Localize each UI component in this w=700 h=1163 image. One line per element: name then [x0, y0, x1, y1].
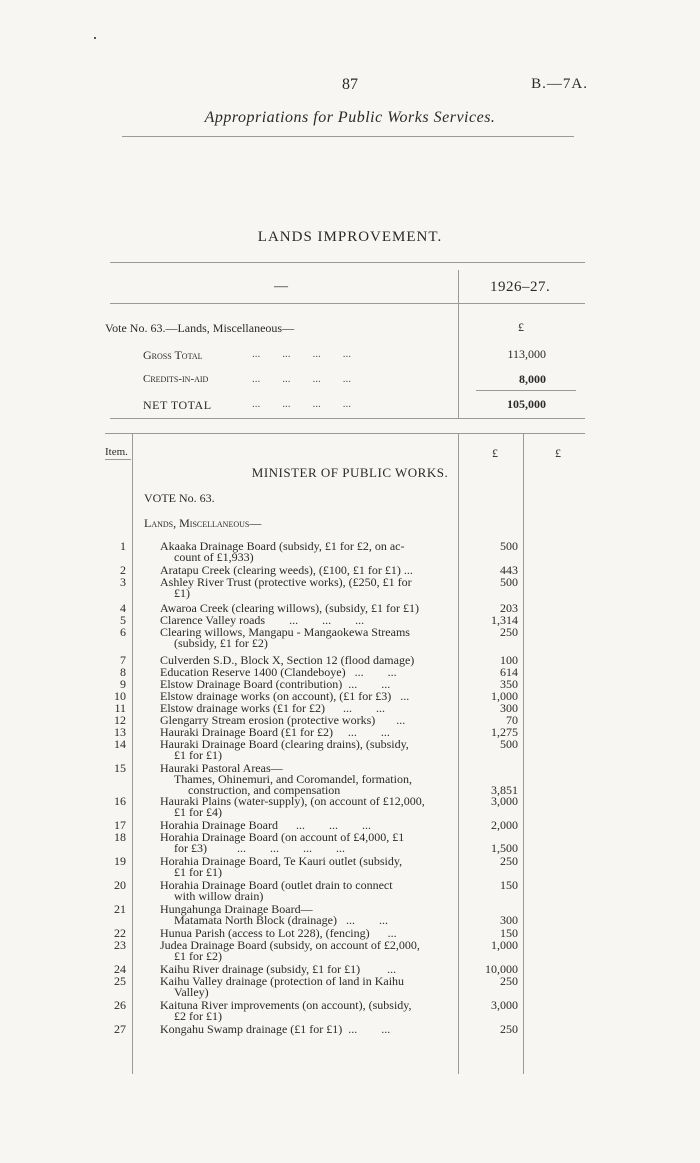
- summary-net-dots: ... ... ... ...: [252, 398, 351, 410]
- item-description-line: Kaihu River drainage (subsidy, £1 for £1) ...: [160, 962, 397, 976]
- item-column-header: Item.: [105, 446, 128, 458]
- item-description-line: for £3) ... ... ... ...: [174, 841, 345, 855]
- item-number: 4: [120, 601, 126, 615]
- item-description: [160, 904, 456, 926]
- item-amount: 350: [500, 677, 518, 691]
- summary-header-rule: [110, 303, 585, 304]
- item-number: 27: [114, 1022, 126, 1036]
- item-amount: 100: [500, 653, 518, 667]
- item-description: [160, 1024, 456, 1035]
- item-amount: 250: [500, 974, 518, 988]
- item-amount: 10,000: [485, 962, 518, 976]
- scan-speck: [94, 37, 96, 39]
- main-currency-1: £: [492, 446, 498, 460]
- main-top-rule: [105, 433, 585, 434]
- item-description-line: count of £1,933): [174, 550, 254, 564]
- item-description-line: Kongahu Swamp drainage (£1 for £1) ... ...: [160, 1022, 391, 1036]
- header-rule: [122, 136, 574, 137]
- item-description-line: Hungahunga Drainage Board—: [160, 902, 313, 916]
- page-title: Appropriations for Public Works Services.: [204, 109, 496, 126]
- item-description-line: (subsidy, £1 for £2): [174, 636, 268, 650]
- item-description-line: Aratapu Creek (clearing weeds), (£100, £1 for £1) ...: [160, 563, 413, 577]
- item-description: [160, 976, 456, 998]
- vote-heading: VOTE No. 63.: [144, 491, 215, 505]
- item-description-line: Valley): [174, 985, 209, 999]
- item-description-line: Clarence Valley roads ... ... ...: [160, 613, 365, 627]
- item-number: 20: [114, 878, 126, 892]
- item-description-line: construction, and compensation: [188, 783, 341, 797]
- item-number: 5: [120, 613, 126, 627]
- summary-credits-dots: ... ... ... ...: [252, 373, 351, 385]
- item-number: 9: [120, 677, 126, 691]
- item-description-line: Horahia Drainage Board (on account of £4,000, £1: [160, 830, 405, 844]
- item-description-line: Horahia Drainage Board, Te Kauri outlet (subsidy,: [160, 854, 403, 868]
- item-number: 1: [120, 539, 126, 553]
- item-amount: 500: [500, 737, 518, 751]
- item-number: 10: [114, 689, 126, 703]
- item-description: [160, 541, 456, 563]
- item-amount: 3,851: [491, 783, 518, 797]
- item-number: 6: [120, 625, 126, 639]
- item-description-line: Thames, Ohinemuri, and Coromandel, formation,: [174, 772, 412, 786]
- minister-heading: MINISTER OF PUBLIC WORKS.: [251, 465, 449, 480]
- item-number: 15: [114, 761, 126, 775]
- item-description-line: Culverden S.D., Block X, Section 12 (flood damage): [160, 653, 415, 667]
- item-amount: 300: [500, 701, 518, 715]
- item-amount: 1,314: [491, 613, 518, 627]
- item-number: 12: [114, 713, 126, 727]
- item-description-line: Glengarry Stream erosion (protective works) ...: [160, 713, 406, 727]
- item-amount: 614: [500, 665, 518, 679]
- total-column-divider: [523, 434, 524, 1074]
- summary-currency: £: [518, 320, 524, 334]
- item-description-line: Hunua Parish (access to Lot 228), (fencing) ...: [160, 926, 397, 940]
- summary-column-year: 1926–27.: [490, 279, 551, 295]
- item-amount: 250: [500, 854, 518, 868]
- item-description-line: Hauraki Drainage Board (£1 for £2) ... ...: [160, 725, 390, 739]
- item-amount: 3,000: [491, 998, 518, 1012]
- item-amount: 1,500: [491, 841, 518, 855]
- item-description-line: Akaaka Drainage Board (subsidy, £1 for £2, on ac-: [160, 539, 405, 553]
- item-number: 19: [114, 854, 126, 868]
- item-amount: 500: [500, 539, 518, 553]
- item-amount: 1,000: [491, 938, 518, 952]
- summary-gross-label: Gross Total: [143, 348, 203, 362]
- summary-net-value: 105,000: [507, 397, 546, 411]
- item-amount: 250: [500, 625, 518, 639]
- summary-vote-line: Vote No. 63.—Lands, Miscellaneous—: [105, 321, 295, 335]
- item-amount: 443: [500, 563, 518, 577]
- item-description: [160, 856, 456, 878]
- summary-credits-label: Credits-in-aid: [143, 373, 209, 385]
- item-description-line: £2 for £1): [174, 1009, 222, 1023]
- item-description-line: Hauraki Drainage Board (clearing drains), (subsidy,: [160, 737, 409, 751]
- item-number: 23: [114, 938, 126, 952]
- item-description: [160, 796, 456, 818]
- item-description: [160, 577, 456, 599]
- summary-gross-value: 113,000: [507, 347, 546, 361]
- item-description-line: with willow drain): [174, 889, 264, 903]
- item-description-line: Matamata North Block (drainage) ... ...: [174, 913, 388, 927]
- item-number: 24: [114, 962, 126, 976]
- summary-credits-value: 8,000: [519, 372, 546, 386]
- item-description-line: Hauraki Plains (water-supply), (on account of £12,000,: [160, 794, 425, 808]
- item-description-line: Education Reserve 1400 (Clandeboye) ... ...: [160, 665, 397, 679]
- item-description-line: Ashley River Trust (protective works), (£250, £1 for: [160, 575, 412, 589]
- item-amount: 300: [500, 913, 518, 927]
- item-amount: 70: [506, 713, 518, 727]
- item-number: 7: [120, 653, 126, 667]
- summary-subtotal-rule: [476, 390, 576, 391]
- subhead-lands-miscellaneous: Lands, Miscellaneous—: [144, 516, 262, 530]
- item-description: [160, 940, 456, 962]
- summary-column-dash: —: [274, 279, 288, 294]
- summary-top-rule: [110, 262, 585, 263]
- item-description-line: Horahia Drainage Board (outlet drain to connect: [160, 878, 393, 892]
- item-description-line: £1 for £1): [174, 748, 222, 762]
- item-description-line: Horahia Drainage Board ... ... ...: [160, 818, 371, 832]
- item-description-line: £1 for £4): [174, 805, 222, 819]
- item-description: [160, 880, 456, 902]
- item-column-divider: [132, 434, 133, 1074]
- item-description: [160, 763, 456, 796]
- item-description: [160, 627, 456, 649]
- item-description: [160, 1000, 456, 1022]
- item-description-line: Kaihu Valley drainage (protection of land in Kaihu: [160, 974, 405, 988]
- item-description: [160, 739, 456, 761]
- item-number: 18: [114, 830, 126, 844]
- item-description-line: £1 for £1): [174, 865, 222, 879]
- summary-bottom-rule: [110, 418, 585, 419]
- item-amount: 1,275: [491, 725, 518, 739]
- item-description-line: Kaituna River improvements (on account), (subsidy,: [160, 998, 412, 1012]
- item-description: [160, 832, 456, 854]
- item-amount: 250: [500, 1022, 518, 1036]
- item-amount: 150: [500, 926, 518, 940]
- item-description-line: £1 for £2): [174, 949, 222, 963]
- page-number: 87: [342, 76, 358, 93]
- item-number: 3: [120, 575, 126, 589]
- item-description-line: £1): [174, 586, 190, 600]
- item-amount: 1,000: [491, 689, 518, 703]
- item-description-line: Hauraki Pastoral Areas—: [160, 761, 283, 775]
- item-number: 17: [114, 818, 126, 832]
- item-header-rule: [105, 459, 131, 460]
- item-amount: 150: [500, 878, 518, 892]
- section-title: LANDS IMPROVEMENT.: [257, 229, 443, 245]
- item-number: 11: [114, 701, 126, 715]
- summary-divider: [458, 270, 459, 418]
- item-number: 26: [114, 998, 126, 1012]
- item-number: 22: [114, 926, 126, 940]
- summary-gross-dots: ... ... ... ...: [252, 348, 351, 360]
- item-description-line: Elstow Drainage Board (contribution) ... ...: [160, 677, 391, 691]
- item-number: 8: [120, 665, 126, 679]
- item-number: 2: [120, 563, 126, 577]
- item-amount: 3,000: [491, 794, 518, 808]
- amount-column-divider: [458, 434, 459, 1074]
- item-description-line: Awaroa Creek (clearing willows), (subsidy, £1 for £1): [160, 601, 420, 615]
- item-number: 13: [114, 725, 126, 739]
- item-description-line: Elstow drainage works (£1 for £2) ... ...: [160, 701, 385, 715]
- item-number: 25: [114, 974, 126, 988]
- document-code: B.—7A.: [531, 76, 588, 92]
- item-number: 14: [114, 737, 126, 751]
- item-description-line: Elstow drainage works (on account), (£1 for £3) ...: [160, 689, 410, 703]
- item-amount: 500: [500, 575, 518, 589]
- main-currency-2: £: [555, 446, 561, 460]
- item-number: 16: [114, 794, 126, 808]
- item-description-line: Judea Drainage Board (subsidy, on account of £2,000,: [160, 938, 420, 952]
- item-number: 21: [114, 902, 126, 916]
- summary-net-label: NET TOTAL: [143, 398, 212, 412]
- item-description-line: Clearing willows, Mangapu - Mangaokewa Streams: [160, 625, 410, 639]
- item-amount: 203: [500, 601, 518, 615]
- item-amount: 2,000: [491, 818, 518, 832]
